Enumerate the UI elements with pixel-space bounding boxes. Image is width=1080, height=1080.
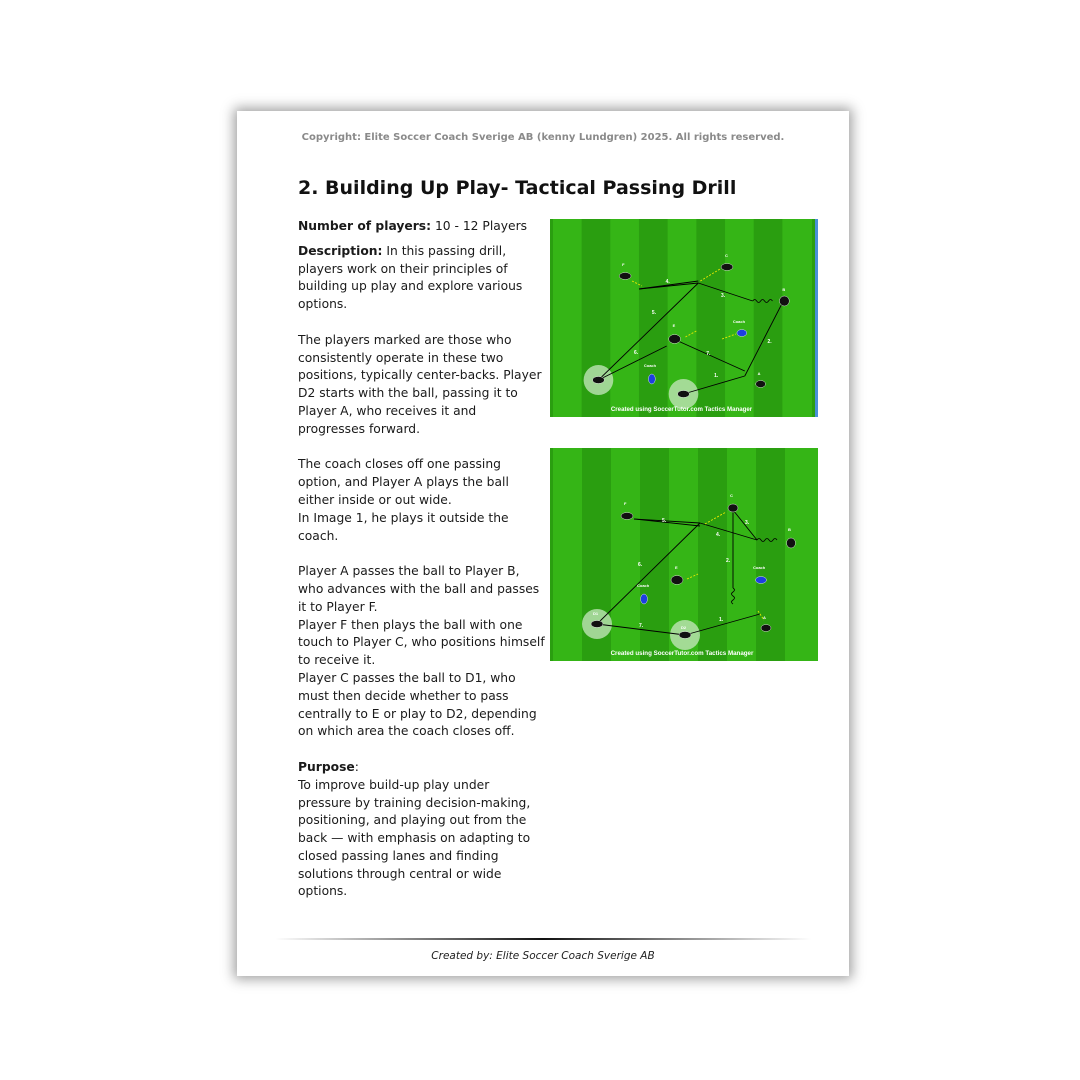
drill-diagram-2 (550, 448, 818, 661)
label-f: F (622, 261, 625, 268)
text-column (298, 218, 546, 901)
copyright-notice: Copyright: Elite Soccer Coach Sverige AB (kenny Lundgren) 2025. All rights reserved. (301, 132, 785, 143)
page-title: 2. Building Up Play- Tactical Passing Drill (298, 177, 737, 199)
label-b: B (788, 527, 791, 532)
document-page (237, 111, 849, 976)
label-coach-1: Coach (753, 565, 766, 570)
player-e (669, 335, 681, 344)
pitch-diagram-2 (550, 448, 818, 661)
player-f (619, 273, 631, 280)
player-c (728, 504, 738, 512)
description-paragraph-2a: The coach closes off one passing option, and Player A plays the ball either inside or out wide. (298, 457, 509, 507)
pass-number-7: 7. (639, 623, 644, 629)
pass-number-3: 3. (745, 520, 750, 526)
label-coach-2: Coach (637, 583, 650, 588)
coach-1 (737, 330, 747, 337)
pass-number-6: 6. (634, 350, 639, 357)
coach-2 (641, 594, 648, 604)
diagram-2-credit: Created using SoccerTutor.com Tactics Manager (610, 650, 754, 657)
player-b (779, 296, 789, 306)
coach-2 (648, 374, 655, 384)
players-value: 10 - 12 Players (431, 219, 528, 233)
label-d1: D1 (593, 611, 599, 616)
player-f (621, 513, 633, 520)
pass-number-7: 7. (706, 351, 711, 358)
player-a (761, 625, 771, 632)
label-a: A (757, 370, 761, 377)
drill-diagram-1 (550, 219, 818, 417)
player-c (721, 264, 733, 271)
label-a: A (763, 615, 766, 620)
label-c: C (730, 493, 733, 498)
pass-number-4: 4. (716, 532, 721, 538)
footer-divider (275, 938, 811, 940)
purpose-label: Purpose (298, 759, 355, 774)
label-c: C (725, 252, 728, 259)
players-label: Number of players: (298, 219, 432, 233)
description-paragraph-3b: Player F then plays the ball with one touch to Player C, who positions himself to receive it. (298, 617, 545, 668)
diagram-1-credit: Created using SoccerTutor.com Tactics Manager (610, 405, 753, 414)
player-e (671, 576, 683, 585)
pass-number-6: 6. (638, 562, 643, 568)
description-intro (298, 243, 546, 314)
description-paragraph-2b: In Image 1, he plays it outside the coach. (298, 510, 509, 543)
player-d2 (678, 391, 690, 398)
label-coach-1: Coach (732, 318, 746, 325)
pass-number-1: 1. (714, 373, 719, 380)
player-a (756, 381, 766, 388)
pass-number-4: 4. (665, 279, 670, 286)
purpose-heading: Purpose: (298, 759, 359, 774)
pass-number-2: 2. (767, 339, 772, 346)
player-b (787, 538, 796, 548)
player-d1 (593, 377, 605, 384)
label-b: B (782, 286, 786, 293)
footer-credit: Created by: Elite Soccer Coach Sverige AB (431, 950, 655, 962)
pass-number-5: 5. (662, 518, 667, 524)
pass-number-5: 5. (651, 310, 656, 317)
player-d1 (591, 621, 603, 628)
label-e: E (672, 322, 676, 329)
player-d2 (679, 632, 691, 639)
description-intro-text: In this passing drill, players work on their principles of building up play and explore various options. (298, 243, 523, 312)
pass-number-2: 2. (726, 558, 731, 564)
label-e: E (675, 565, 678, 570)
pass-number-3: 3. (721, 293, 726, 300)
label-coach-2: Coach (643, 362, 657, 369)
pitch-diagram-1 (550, 219, 815, 417)
pass-number-1: 1. (719, 617, 724, 623)
description-paragraph-3a: Player A passes the ball to Player B, who advances with the ball and passes it to Player F. (298, 564, 540, 614)
label-f: F (624, 501, 627, 506)
description-label: Description: (298, 243, 383, 258)
description-paragraph-1: The players marked are those who consistently operate in these two positions, typically center-backs. Player D2 starts with the ball, passing it to Player A, who receives it and progresses forward. (298, 332, 542, 436)
coach-1 (756, 577, 767, 584)
description-paragraph-3c: Player C passes the ball to D1, who must then decide whether to pass centrally to E or play to D2, depending on which area the coach closes off. (298, 670, 537, 739)
purpose-text: To improve build-up play under pressure by training decision-making, positioning, and playing out from the back — with emphasis on adapting to closed passing lanes and finding solutions through central or wide options. (298, 777, 531, 899)
label-d2: D2 (681, 625, 687, 630)
players-count (298, 218, 546, 236)
